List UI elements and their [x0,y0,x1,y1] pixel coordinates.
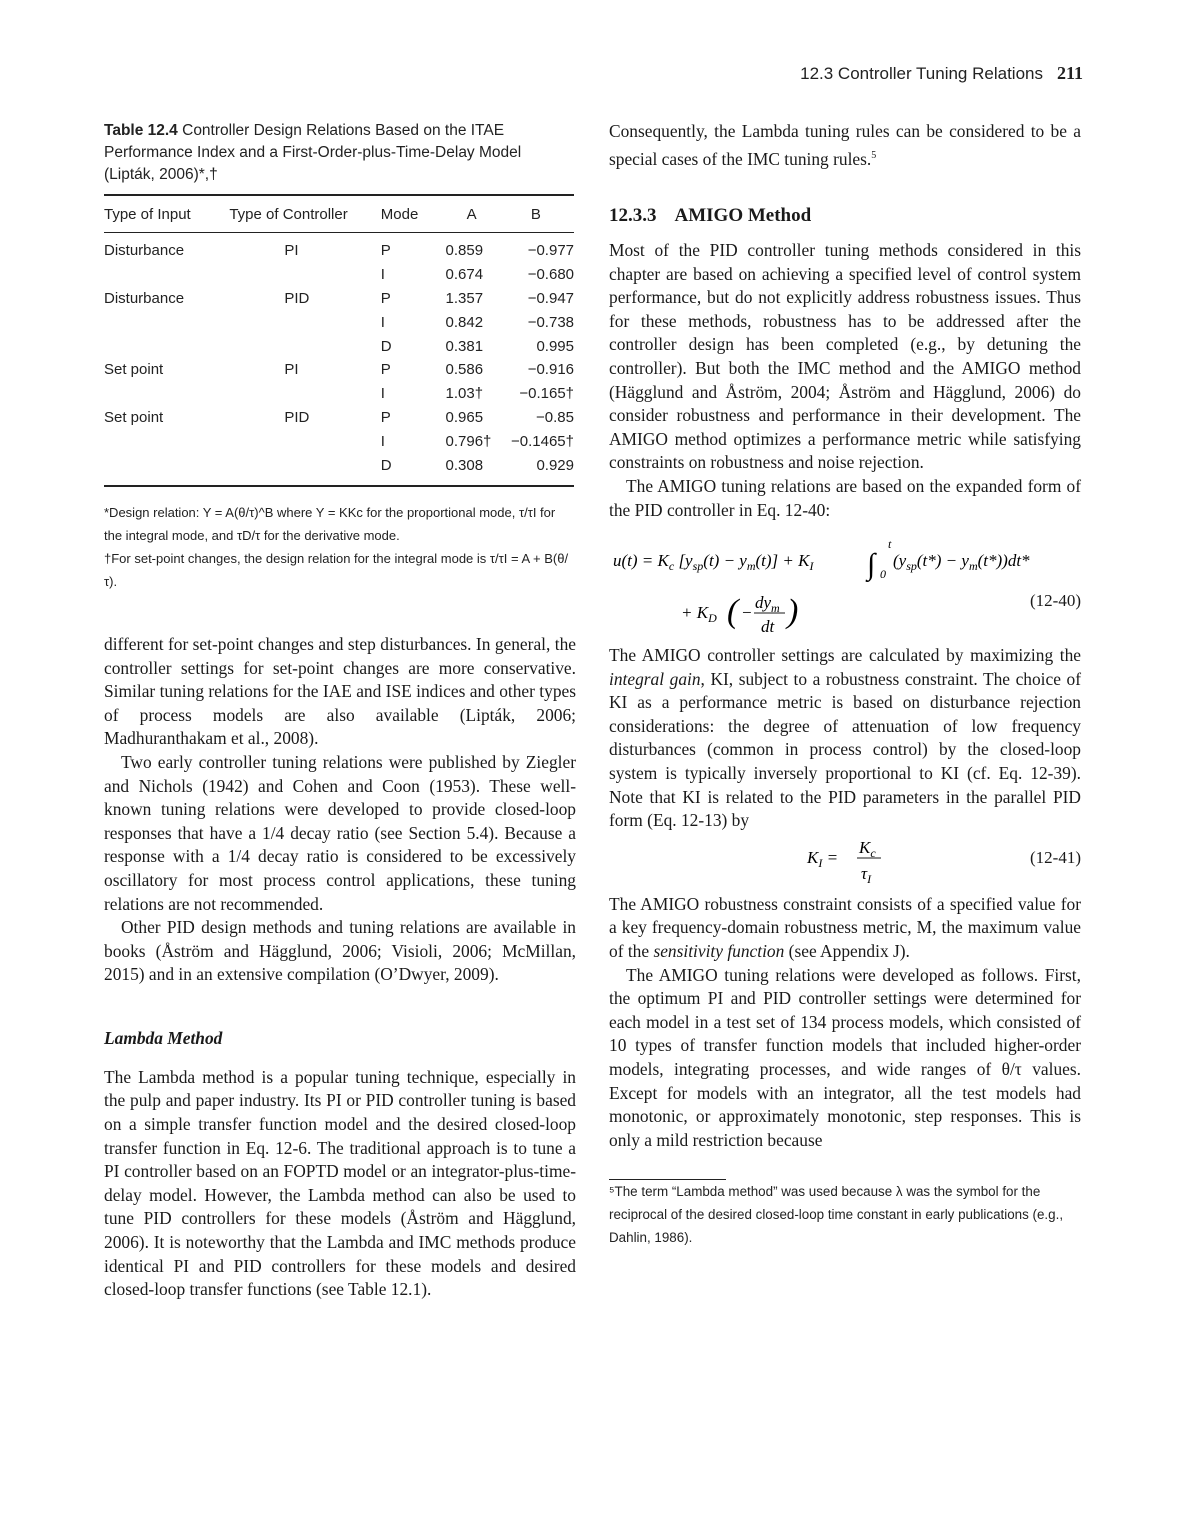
cell-controller [229,429,380,453]
footnote: ⁵The term “Lambda method” was used because λ was the symbol for the reciprocal of the desired closed-loop time constant in early publications (e.g., Dahlin, 1986). [609,1184,1064,1246]
cell-controller [229,382,380,406]
col-header-input: Type of Input [104,195,229,233]
right-column [609,120,1081,1249]
table-caption [104,120,576,186]
svg-text:(: ( [727,593,739,631]
cell-controller [229,334,380,358]
table-row [104,453,574,486]
cell-a: 0.842 [445,313,484,331]
svg-text:∫: ∫ [867,548,876,582]
cell-a: 1.357 [445,289,484,307]
cell-b: −0.1465† [511,432,574,450]
paragraph [609,644,1081,833]
svg-text:0: 0 [880,567,886,582]
paragraph: Most of the PID controller tuning methods considered in this chapter are based on achieving a specified level of control system performance, but do not explicitly address robustness issues. Thus for these methods, robustness has to be addressed after the controller design has been completed (e.g., by detuning the controller). But both the IMC method and the AMIGO method (Hägglund and Åström, 2004; Åström and Hägglund, 2006) do consider robustness and performance in their development. The AMIGO method optimizes a performance metric while satisfying constraints on robustness and noise rejection. [609,239,1081,473]
table-header-row [104,195,574,233]
paragraph-text: (see Appendix J). [784,941,910,962]
running-head-section: 12.3 Controller Tuning Relations [800,64,1043,83]
cell-mode: I [380,432,385,450]
svg-text:): ) [787,593,799,631]
table-row [104,310,574,334]
cell-b: −0.738 [527,313,574,331]
equation-number: (12-40) [1030,591,1081,611]
paragraph-text: The AMIGO robustness constraint consists of a specified value for a key frequency-domain robustness metric, M, the maximum value of the [609,893,1081,962]
svg-text:dym: $dy_m$ [755,593,780,616]
table-row [104,287,574,311]
footnote-marker: 5 [871,149,877,161]
svg-text:Kc: $K_c$ [859,837,876,860]
svg-text:+ KD: + $K_D$ [681,603,717,626]
equation-number: (12-41) [1030,847,1081,867]
svg-text:(ysp(t*) − ym(t*))dt*: $(y_{sp}(t*) - y_m(t*))dt*$ [893,551,1030,574]
paragraph-text: , KI, subject to a robustness constraint. The choice of KI as a performance metric is based on disturbance rejection considerations: the degree of attenuation of low frequency disturbances (common in process control) by the closed-loop system is typically inversely proportional to KI (cf. Eq. 12-39). Note that KI is related to the PID parameters in the parallel PID form (Eq. 12-13) by [609,668,1081,831]
cell-mode: D [380,456,392,474]
cell-controller: PI [284,361,299,379]
paragraph: The AMIGO tuning relations are based on the expanded form of the PID controller in Eq. 12-40: [609,475,1081,520]
cell-mode: P [380,289,391,307]
cell-a: 0.674 [445,266,484,284]
table-notes [104,501,576,593]
emphasis: sensitivity function [653,941,785,962]
cell-mode: I [380,385,385,403]
cell-input: Disturbance [104,242,185,260]
cell-input [104,310,229,334]
col-header-controller: Type of Controller [229,195,380,233]
cell-controller: PID [284,408,310,426]
svg-text:dt: dt [761,617,775,637]
paragraph: Two early controller tuning relations were published by Ziegler and Nichols (1942) and Cohen and Coon (1953). These well-known tuning relations were developed to provide closed-loop responses that have a 1/4 decay ratio (see Section 5.4). Because a response with a 1/4 decay ratio is considered to be excessively oscillatory for most process control applications, these tuning relations are not recommended. [104,751,576,914]
cell-a: 0.796† [445,432,492,450]
table-label: Table 12.4 [104,122,178,139]
cell-input [104,263,229,287]
cell-controller [229,263,380,287]
cell-input: Disturbance [104,289,185,307]
cell-b: −0.680 [527,266,574,284]
left-column [104,120,576,1302]
paragraph: Other PID design methods and tuning relations are available in books (Åström and Hägglund, 2006; Visioli, 2006; McMillan, 2015) and in an extensive compilation (O’Dwyer, 2009). [104,917,576,985]
cell-a: 0.586 [445,361,484,379]
table-row [104,406,574,430]
cell-mode: P [380,361,391,379]
col-header-a: A [446,195,498,233]
table-row [104,429,574,453]
table-row [104,263,574,287]
paragraph [609,893,1081,964]
cell-b: 0.929 [536,456,574,474]
cell-controller: PI [284,242,299,260]
cell-a: 0.965 [445,408,484,426]
section-heading [609,205,1081,227]
cell-a: 0.859 [445,242,484,260]
section-title: AMIGO Method [674,204,812,226]
itae-table [104,194,574,487]
equation-12-40 [609,530,1081,642]
page-number: 211 [1056,63,1083,83]
svg-text:t: t [888,537,892,552]
cell-input [104,382,229,406]
cell-input [104,453,229,486]
svg-text:−: − [741,603,753,623]
paragraph: different for set-point changes and step disturbances. In general, the controller settings for set-point changes are more conservative. Similar tuning relations for the IAE and ISE indices and other types of process models are also available (Lipták, 2006; Madhuranthakam et al., 2008). [104,633,576,749]
svg-text:KI =: $K_I$ = [807,847,839,870]
running-head [800,63,1083,84]
section-number: 12.3.3 [609,204,657,226]
table-caption-text: Controller Design Relations Based on the ITAE Performance Index and a First-Order-plus-Time-Delay Model (Lipták, 2006)*,† [104,122,522,183]
cell-b: −0.85 [536,408,574,426]
cell-mode: I [380,266,385,284]
paragraph-text: The AMIGO controller settings are calculated by maximizing the [609,645,1081,666]
table-note-set-point: †For set-point changes, the design relation for the integral mode is τ/τI = A + B(θ/τ). [104,550,569,589]
col-header-mode: Mode [381,195,446,233]
cell-b: 0.995 [536,337,574,355]
svg-text:τI: $\tau_I$ [861,863,872,886]
cell-input [104,334,229,358]
svg-text:u(t) = Kc [ysp(t) − ym(t)] + K: $u(t) = K_c$ $[y_{sp}(t) - y_m(t)] + K_I$ [613,551,814,574]
cell-b: −0.977 [527,242,574,260]
table-row [104,382,574,406]
equation-12-40-graphic [609,530,1081,642]
cell-controller: PID [284,289,310,307]
paragraph-text: Consequently, the Lambda tuning rules can be considered to be a special cases of the IMC tuning rules. [609,121,1081,169]
cell-input: Set point [104,408,164,426]
table-row [104,233,574,263]
table-note-design-relation: *Design relation: Y = A(θ/τ)^B where Y = KKc for the proportional mode, τ/τI for the integral mode, and τD/τ for the derivative mode. [104,504,556,543]
cell-a: 0.381 [445,337,484,355]
cell-controller [229,453,380,486]
col-header-b: B [498,195,574,233]
cell-a: 1.03† [445,385,484,403]
paragraph: The Lambda method is a popular tuning technique, especially in the pulp and paper industry. Its PI or PID controller tuning is based on a simple transfer function model and the desired closed-loop transfer function in Eq. 12-6. The traditional approach is to tune a PI controller based on an FOPTD model or an integrator-plus-time-delay model. However, the Lambda method can also be used to tune PID controllers for these models (Åström and Hägglund, 2006). It is noteworthy that the Lambda and IMC methods produce identical PI and PID controllers for these models and desired closed-loop transfer functions (see Table 12.1). [104,1066,576,1300]
cell-input [104,429,229,453]
cell-a: 0.308 [445,456,484,474]
cell-b: −0.165† [519,385,574,403]
cell-b: −0.947 [527,289,574,307]
subsection-heading: Lambda Method [104,1027,223,1048]
table-row [104,358,574,382]
cell-input: Set point [104,361,164,379]
cell-controller [229,310,380,334]
cell-mode: P [380,242,391,260]
paragraph: The AMIGO tuning relations were developed as follows. First, the optimum PI and PID controller settings were determined for each model in a test set of 134 process models, which consisted of 10 types of transfer function models that included higher-order models, integrating processes, and wide ranges of θ/τ values. Except for models with an integrator, all the test models had monotonic, or approximately monotonic, step responses. This is only a mild restriction because [609,964,1081,1150]
cell-mode: D [380,337,392,355]
equation-12-41-graphic [609,833,1081,893]
cell-mode: P [380,408,391,426]
table-row [104,334,574,358]
equation-12-41 [609,833,1081,893]
cell-b: −0.916 [527,361,574,379]
emphasis: integral gain [609,668,701,689]
paragraph [609,120,1081,171]
cell-mode: I [380,313,385,331]
